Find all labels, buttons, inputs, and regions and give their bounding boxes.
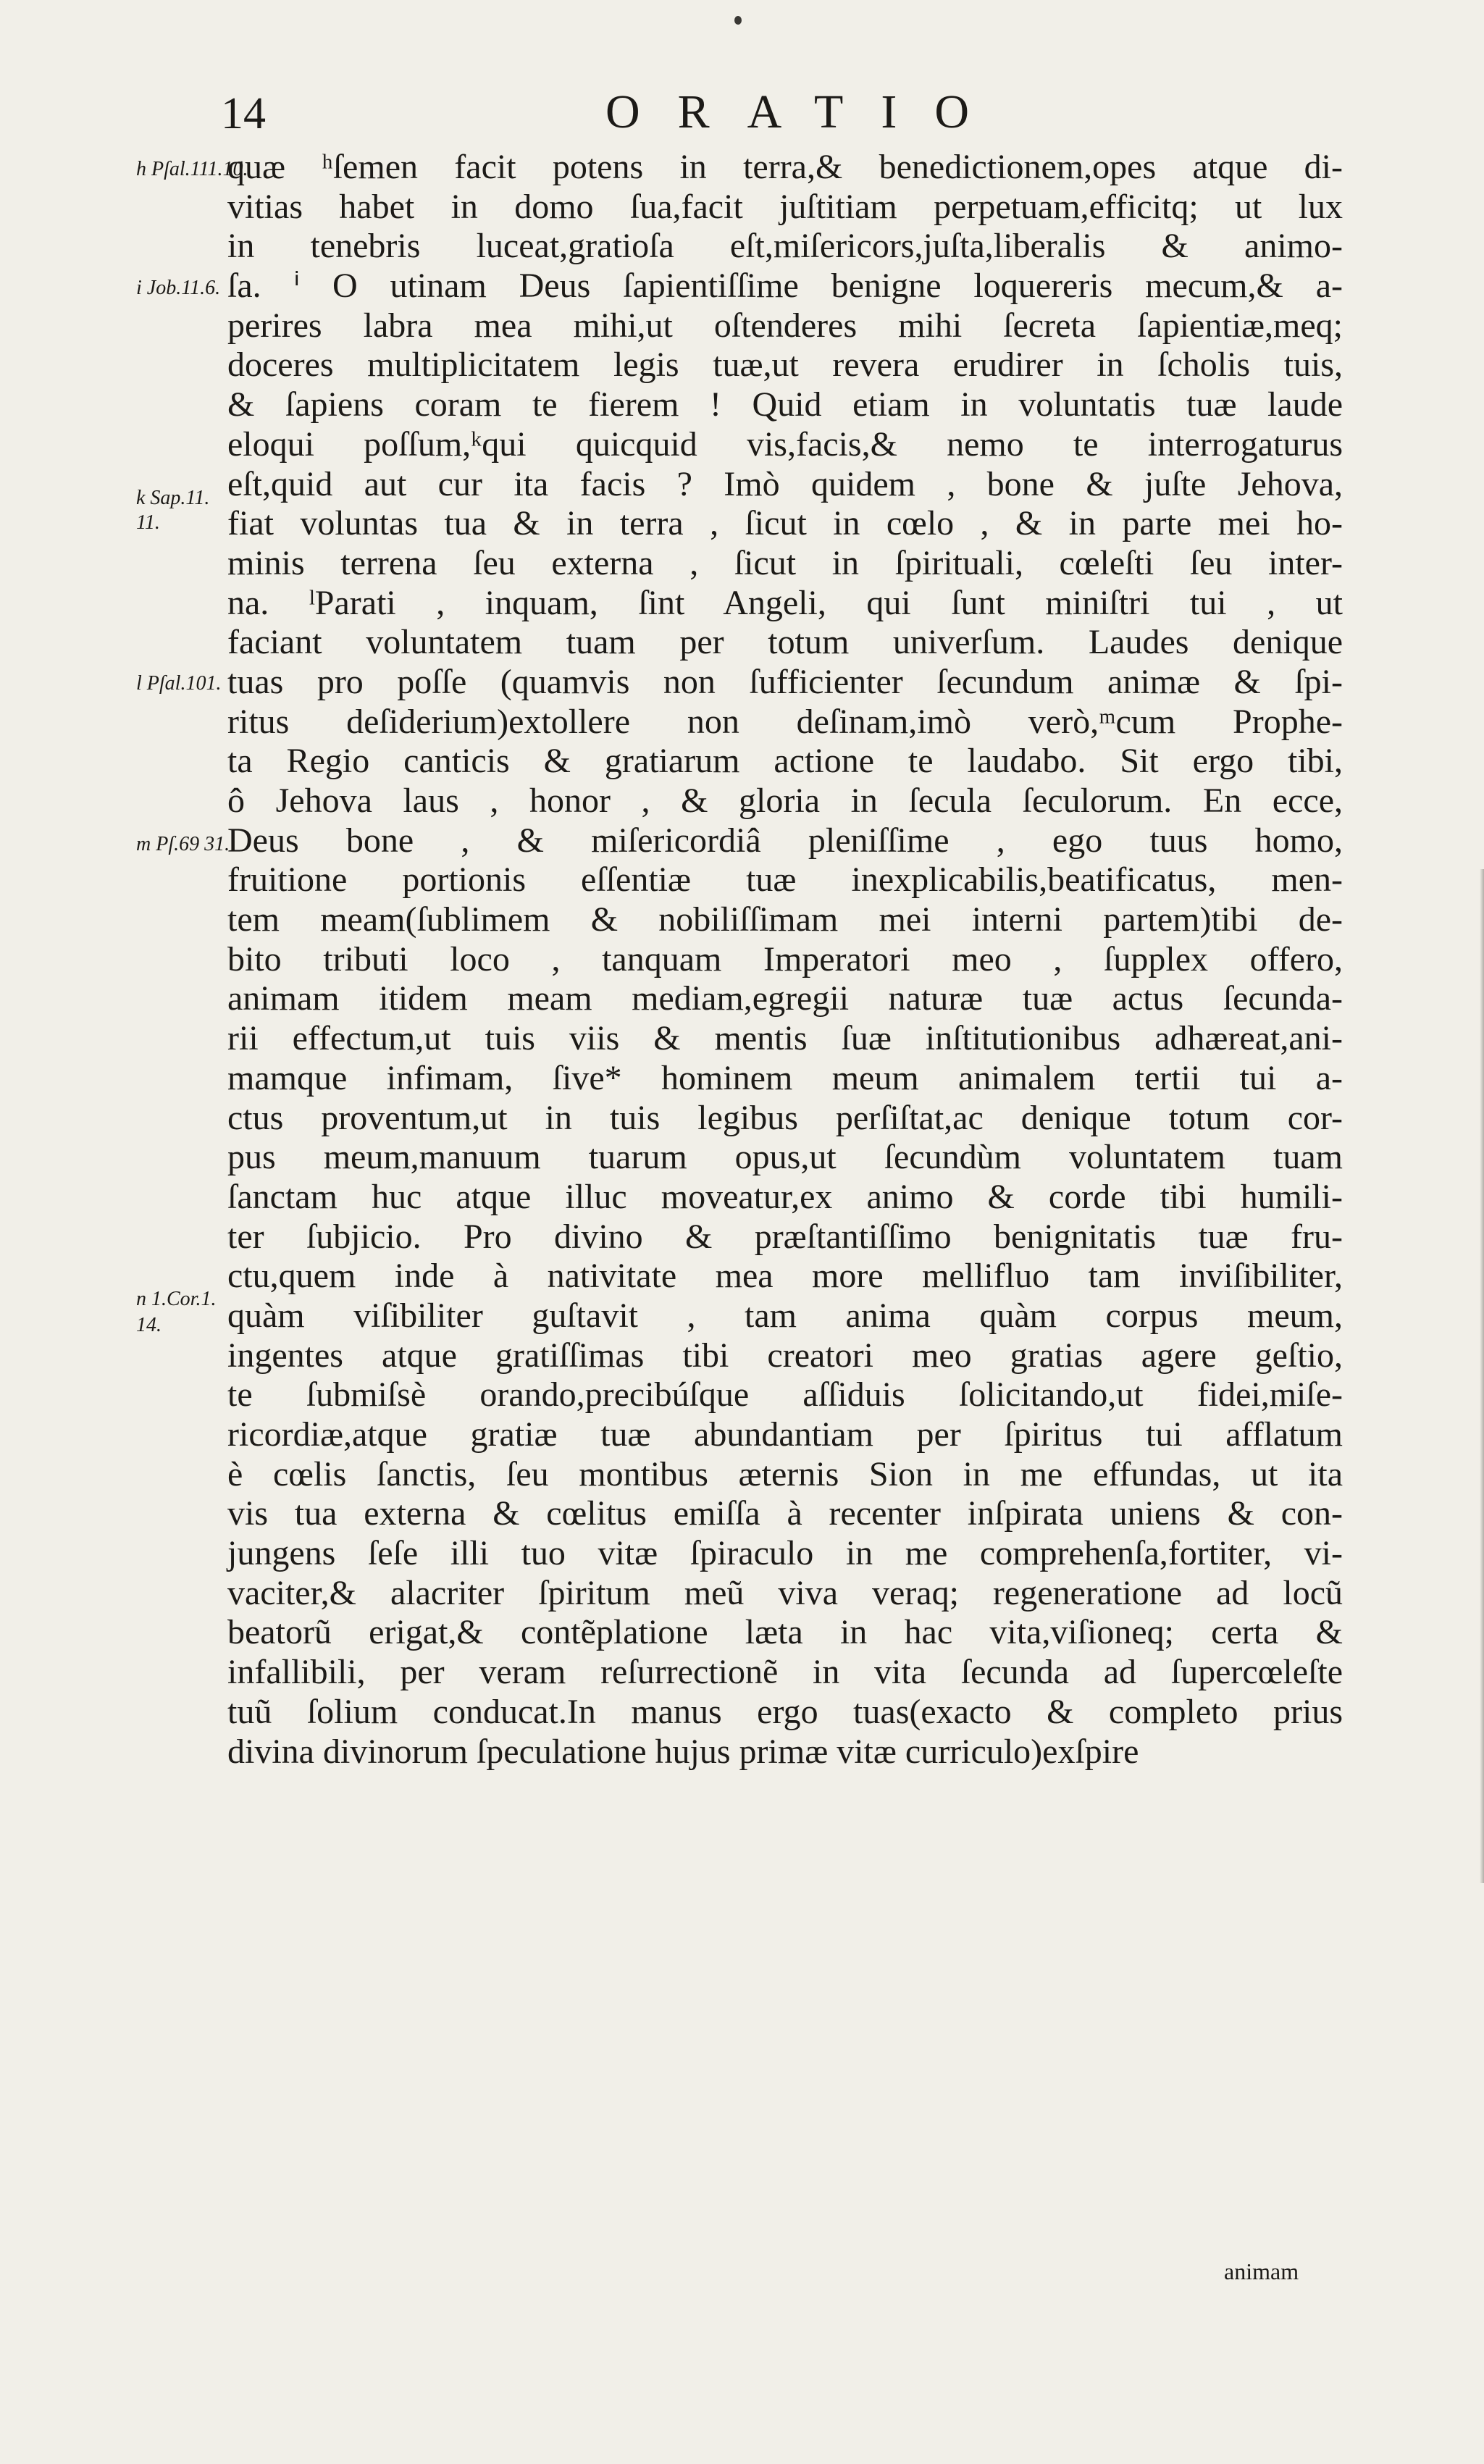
text-line: ter ſubjicio. Pro divino & præſtantiſſimo benignitatis tuæ fru-	[227, 1217, 1343, 1256]
text-line: quàm viſibiliter guſtavit , tam anima quàm corpus meum,	[227, 1296, 1343, 1335]
text-line: tem meam(ſublimem & nobiliſſimam mei interni partem)tibi de-	[227, 900, 1343, 939]
margin-note-i: i Job.11.6.	[136, 277, 221, 299]
text-line: vaciter,& alacriter ſpiritum meũ viva veraq; regeneratione ad locũ	[227, 1573, 1343, 1612]
margin-note-n-cont: 14.	[136, 1314, 162, 1336]
text-line: ô Jehova laus , honor , & gloria in ſecula ſeculorum. En ecce,	[227, 781, 1343, 820]
text-line: tuas pro poſſe (quamvis non ſufficienter ſecundum animæ & ſpi-	[227, 662, 1343, 701]
text-line: ta Regio canticis & gratiarum actione te laudabo. Sit ergo tibi,	[227, 742, 1343, 781]
text-line: & ſapiens coram te fierem ! Quid etiam in voluntatis tuæ laude	[227, 385, 1343, 424]
text-line: bito tributi loco , tanquam Imperatori meo , ſupplex offero,	[227, 939, 1343, 979]
text-line: eloqui poſſum,ᵏqui quicquid vis,facis,& nemo te interrogaturus	[227, 424, 1343, 464]
text-line: vitias habet in domo ſua,facit juſtitiam perpetuam,efficitq; ut lux	[227, 187, 1343, 226]
running-title: ORATIO	[605, 85, 1007, 138]
page-edge-shadow	[1480, 869, 1484, 1883]
text-line: quæ ʰſemen facit potens in terra,& benedictionem,opes atque di-	[227, 148, 1343, 186]
ornament-dot	[734, 16, 742, 25]
margin-note-l: l Pſal.101.	[136, 672, 222, 695]
text-line: na. ˡParati , inquam, ſint Angeli, qui ſunt miniſtri tui , ut	[227, 583, 1343, 622]
text-line: minis terrena ſeu externa , ſicut in ſpirituali, cœleſti ſeu inter-	[227, 543, 1343, 582]
text-line: ctu,quem inde à nativitate mea more mellifluo tam inviſibiliter,	[227, 1257, 1343, 1296]
text-line: fruitione portionis eſſentiæ tuæ inexplicabilis,beatificatus, men-	[227, 860, 1343, 900]
text-line: infallibili, per veram reſurrectionẽ in vita ſecunda ad ſupercœleſte	[227, 1653, 1343, 1692]
text-line: te ſubmiſsè orando,precibúſque aſſiduis ſolicitando,ut fidei,miſe-	[227, 1375, 1343, 1415]
margin-note-n: n 1.Cor.1.	[136, 1288, 217, 1310]
text-line: mamque infimam, ſive* hominem meum animalem tertii tui a-	[227, 1058, 1343, 1097]
body-text	[227, 148, 1343, 1772]
margin-note-m: m Pſ.69 31.	[136, 833, 230, 855]
text-line: doceres multiplicitatem legis tuæ,ut revera erudirer in ſcholis tuis,	[227, 345, 1343, 385]
page-header	[0, 81, 1484, 146]
text-line: ritus deſiderium)extollere non deſinam,imò verò,ᵐcum Prophe-	[227, 702, 1343, 741]
text-line: eſt,quid aut cur ita facis ? Imò quidem , bone & juſte Jehova,	[227, 464, 1343, 503]
text-line: ſanctam huc atque illuc moveatur,ex animo & corde tibi humili-	[227, 1177, 1343, 1216]
text-line: perires labra mea mihi,ut oſtenderes mihi ſecreta ſapientiæ,meq;	[227, 306, 1343, 345]
text-line: animam itidem meam mediam,egregii naturæ tuæ actus ſecunda-	[227, 979, 1343, 1018]
margin-note-k: k Sap.11.	[136, 487, 210, 509]
text-line: beatorũ erigat,& contẽplatione læta in hac vita,viſioneq; certa &	[227, 1613, 1343, 1652]
text-line: ricordiæ,atque gratiæ tuæ abundantiam per ſpiritus tui afflatum	[227, 1415, 1343, 1454]
margin-note-h: h Pſal.111.10.	[136, 158, 248, 180]
text-line: ſa. ⁱ O utinam Deus ſapientiſſime benigne loquereris mecum,& a-	[227, 267, 1343, 306]
text-line: in tenebris luceat,gratioſa eſt,miſericors,juſta,liberalis & animo-	[227, 227, 1343, 266]
text-line: rii effectum,ut tuis viis & mentis ſuæ inſtitutionibus adhæreat,ani-	[227, 1019, 1343, 1058]
text-line: pus meum,manuum tuarum opus,ut ſecundùm voluntatem tuam	[227, 1138, 1343, 1177]
text-line: jungens ſeſe illi tuo vitæ ſpiraculo in me comprehenſa,fortiter, vi-	[227, 1534, 1343, 1573]
page-number: 14	[221, 89, 266, 138]
text-line: tuũ ſolium conducat.In manus ergo tuas(exacto & completo prius	[227, 1692, 1343, 1731]
text-line: Deus bone , & miſericordiâ pleniſſime , ego tuus homo,	[227, 821, 1343, 860]
text-line: fiat voluntas tua & in terra , ſicut in cœlo , & in parte mei ho-	[227, 504, 1343, 543]
text-line: è cœlis ſanctis, ſeu montibus æternis Sion in me effundas, ut ita	[227, 1454, 1343, 1493]
margin-note-k-cont: 11.	[136, 511, 160, 534]
text-line: divina divinorum ſpeculatione hujus primæ vitæ curriculo)exſpire	[227, 1732, 1139, 1771]
text-line: faciant voluntatem tuam per totum univerſum. Laudes denique	[227, 623, 1343, 662]
catchword: animam	[1224, 2258, 1299, 2284]
text-line: ingentes atque gratiſſimas tibi creatori meo gratias agere geſtio,	[227, 1336, 1343, 1375]
text-line: ctus proventum,ut in tuis legibus perſiſtat,ac denique totum cor-	[227, 1098, 1343, 1137]
text-line: vis tua externa & cœlitus emiſſa à recenter inſpirata uniens & con-	[227, 1494, 1343, 1533]
